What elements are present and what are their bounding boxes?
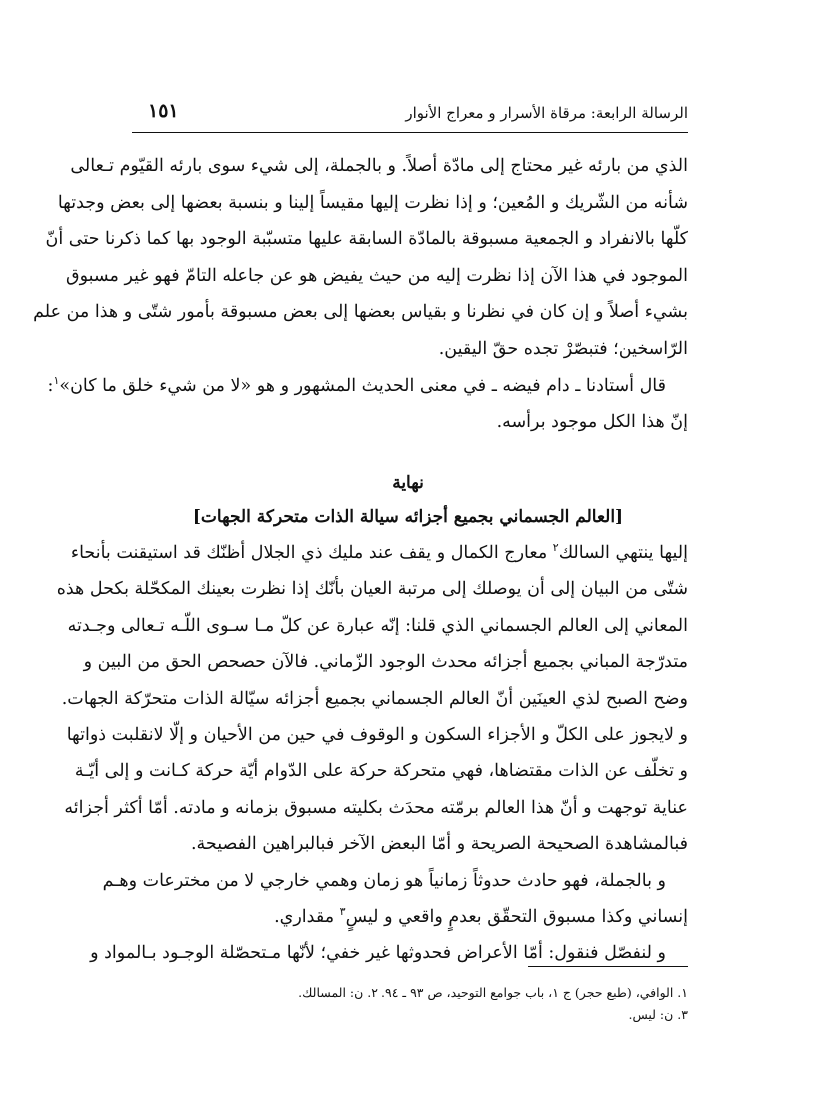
- text-run: مقداري.: [274, 907, 340, 928]
- text-line: الموجود في هذا الآن إذا نظرت إليه من حيث يفيض هو عن جاعله التامّ فهو غير مسبوق: [66, 265, 688, 286]
- text-line: و تخلّف عن الذات مقتضاها، فهي متحركة حركة على الدّوام أيّة حركة كـانت و إلى أيّـة: [74, 761, 688, 782]
- section-heading: نهاية: [392, 473, 424, 493]
- footnote-row: [128, 1004, 688, 1026]
- footnotes: [128, 982, 688, 1026]
- text-line: و بالجملة، فهو حادث حدوثاً زمانياً هو زمان وهمي خارجي لا من مخترعات وهـم: [102, 870, 666, 891]
- main-text-top: [33, 148, 688, 441]
- footnote-marker: ١: [53, 373, 60, 387]
- text-line: بشيء أصلاً و إن كان في نظرنا و بقياس بعضها إلى بعض مسبوقة بأمور شتّى و هذا من علم: [33, 302, 688, 323]
- section-subheading: [العالم الجسماني بجميع أجزائه سيالة الذات متحركة الجهات]: [192, 507, 624, 527]
- text-line: متدرّجة المباني بجميع أجزائه محدث الوجود الزّماني. فالآن حصحص الحق من البين و: [83, 652, 688, 673]
- footnote-3: ٣. ن: ليس.: [628, 1007, 688, 1022]
- text-line: [47, 368, 688, 405]
- punctuation: :: [47, 375, 54, 396]
- footnote-2: ٢. ن: المسالك.: [298, 985, 378, 1000]
- footnote-1: ١. الوافي، (طبع حجر) ج ١، باب جوامع التوحيد، ص ٩٣ ـ ٩٤.: [381, 985, 688, 1000]
- text-line: كلّها بالانفراد و الجمعية مسبوقة بالمادّة السابقة عليها متسبّبة الوجود بها كما ذكرنا حتى أنّ: [45, 229, 688, 250]
- text-line: و لنفصّل فنقول: أمّا الأعراض فحدوثها غير خفي؛ لأنّها مـتحصّلة الوجـود بـالمواد و: [90, 943, 666, 964]
- text-line: المعاني إلى العالم الجسماني الذي قلنا: إنّه عبارة عن كلّ مـا سـوى اللّـه تـعالى وجـدته: [67, 615, 688, 636]
- text-line: [128, 899, 688, 935]
- footnote-row: [128, 982, 688, 1004]
- text-line: وضح الصبح لذي العينَين أنّ العالم الجسماني بجميع أجزائه سيّالة الذات متحرّكة الجهات.: [61, 688, 688, 709]
- text-line: شتّى من البيان إلى أن يوصلك إلى مرتبة العيان بأنّك إذا نظرت بعينك المكحّلة بكحل هذه: [56, 579, 688, 600]
- text-run: إنساني وكذا مسبوق التحقّق بعدمٍ واقعي و ليسٍ: [345, 907, 688, 928]
- text-line: فبالمشاهدة الصحيحة الصريحة و أمّا البعض الآخر فبالبراهين الفصيحة.: [190, 834, 688, 855]
- quote-text: قال أستادنا ـ دام فيضه ـ في معنى الحديث المشهور و هو «لا من شيء خلق ما كان»: [59, 375, 666, 396]
- text-run: معارج الكمال و يقف عند مليك ذي الجلال أظنّك قد استيقنت بأنحاء: [70, 543, 553, 563]
- text-line: إنّ هذا الكل موجود برأسه.: [496, 412, 688, 433]
- footnote-marker: ٣: [339, 905, 346, 919]
- footnote-marker: ٢: [552, 541, 559, 555]
- text-line: عناية توجهت و أنّ هذا العالم برمّته محدَث بكليته مسبوق بزمانه و مادته. أمّا أكثر أجزائه: [64, 797, 688, 818]
- footnote-rule: [528, 966, 688, 967]
- text-line: الذي من بارئه غير محتاج إلى مادّة أصلاً. و بالجملة، إلى شيء سوى بارئه القيّوم تـعالى: [70, 156, 688, 176]
- page-number: ١٥١: [148, 100, 179, 122]
- page-header: [132, 100, 688, 132]
- text-run: إليها ينتهي السالك: [558, 543, 688, 563]
- text-line: شأنه من الشّريك و المُعين؛ و إذا نظرت إليها مقيساً إلينا و بنسبة بعضها إلى بعض وجدتها: [57, 192, 688, 213]
- main-text-bottom: [56, 535, 688, 972]
- text-line: الرّاسخين؛ فتبصّرْ تجده حقّ اليقين.: [438, 338, 688, 359]
- text-line: و لايجوز على الكلّ و الأجزاء السكون و الوقوف في حين من الأحيان و إلّا لانقلبت ذواتها: [66, 725, 688, 746]
- header-rule: [132, 132, 688, 133]
- running-title: الرسالة الرابعة: مرقاة الأسرار و معراج الأنوار: [405, 104, 688, 122]
- text-line: [70, 535, 688, 571]
